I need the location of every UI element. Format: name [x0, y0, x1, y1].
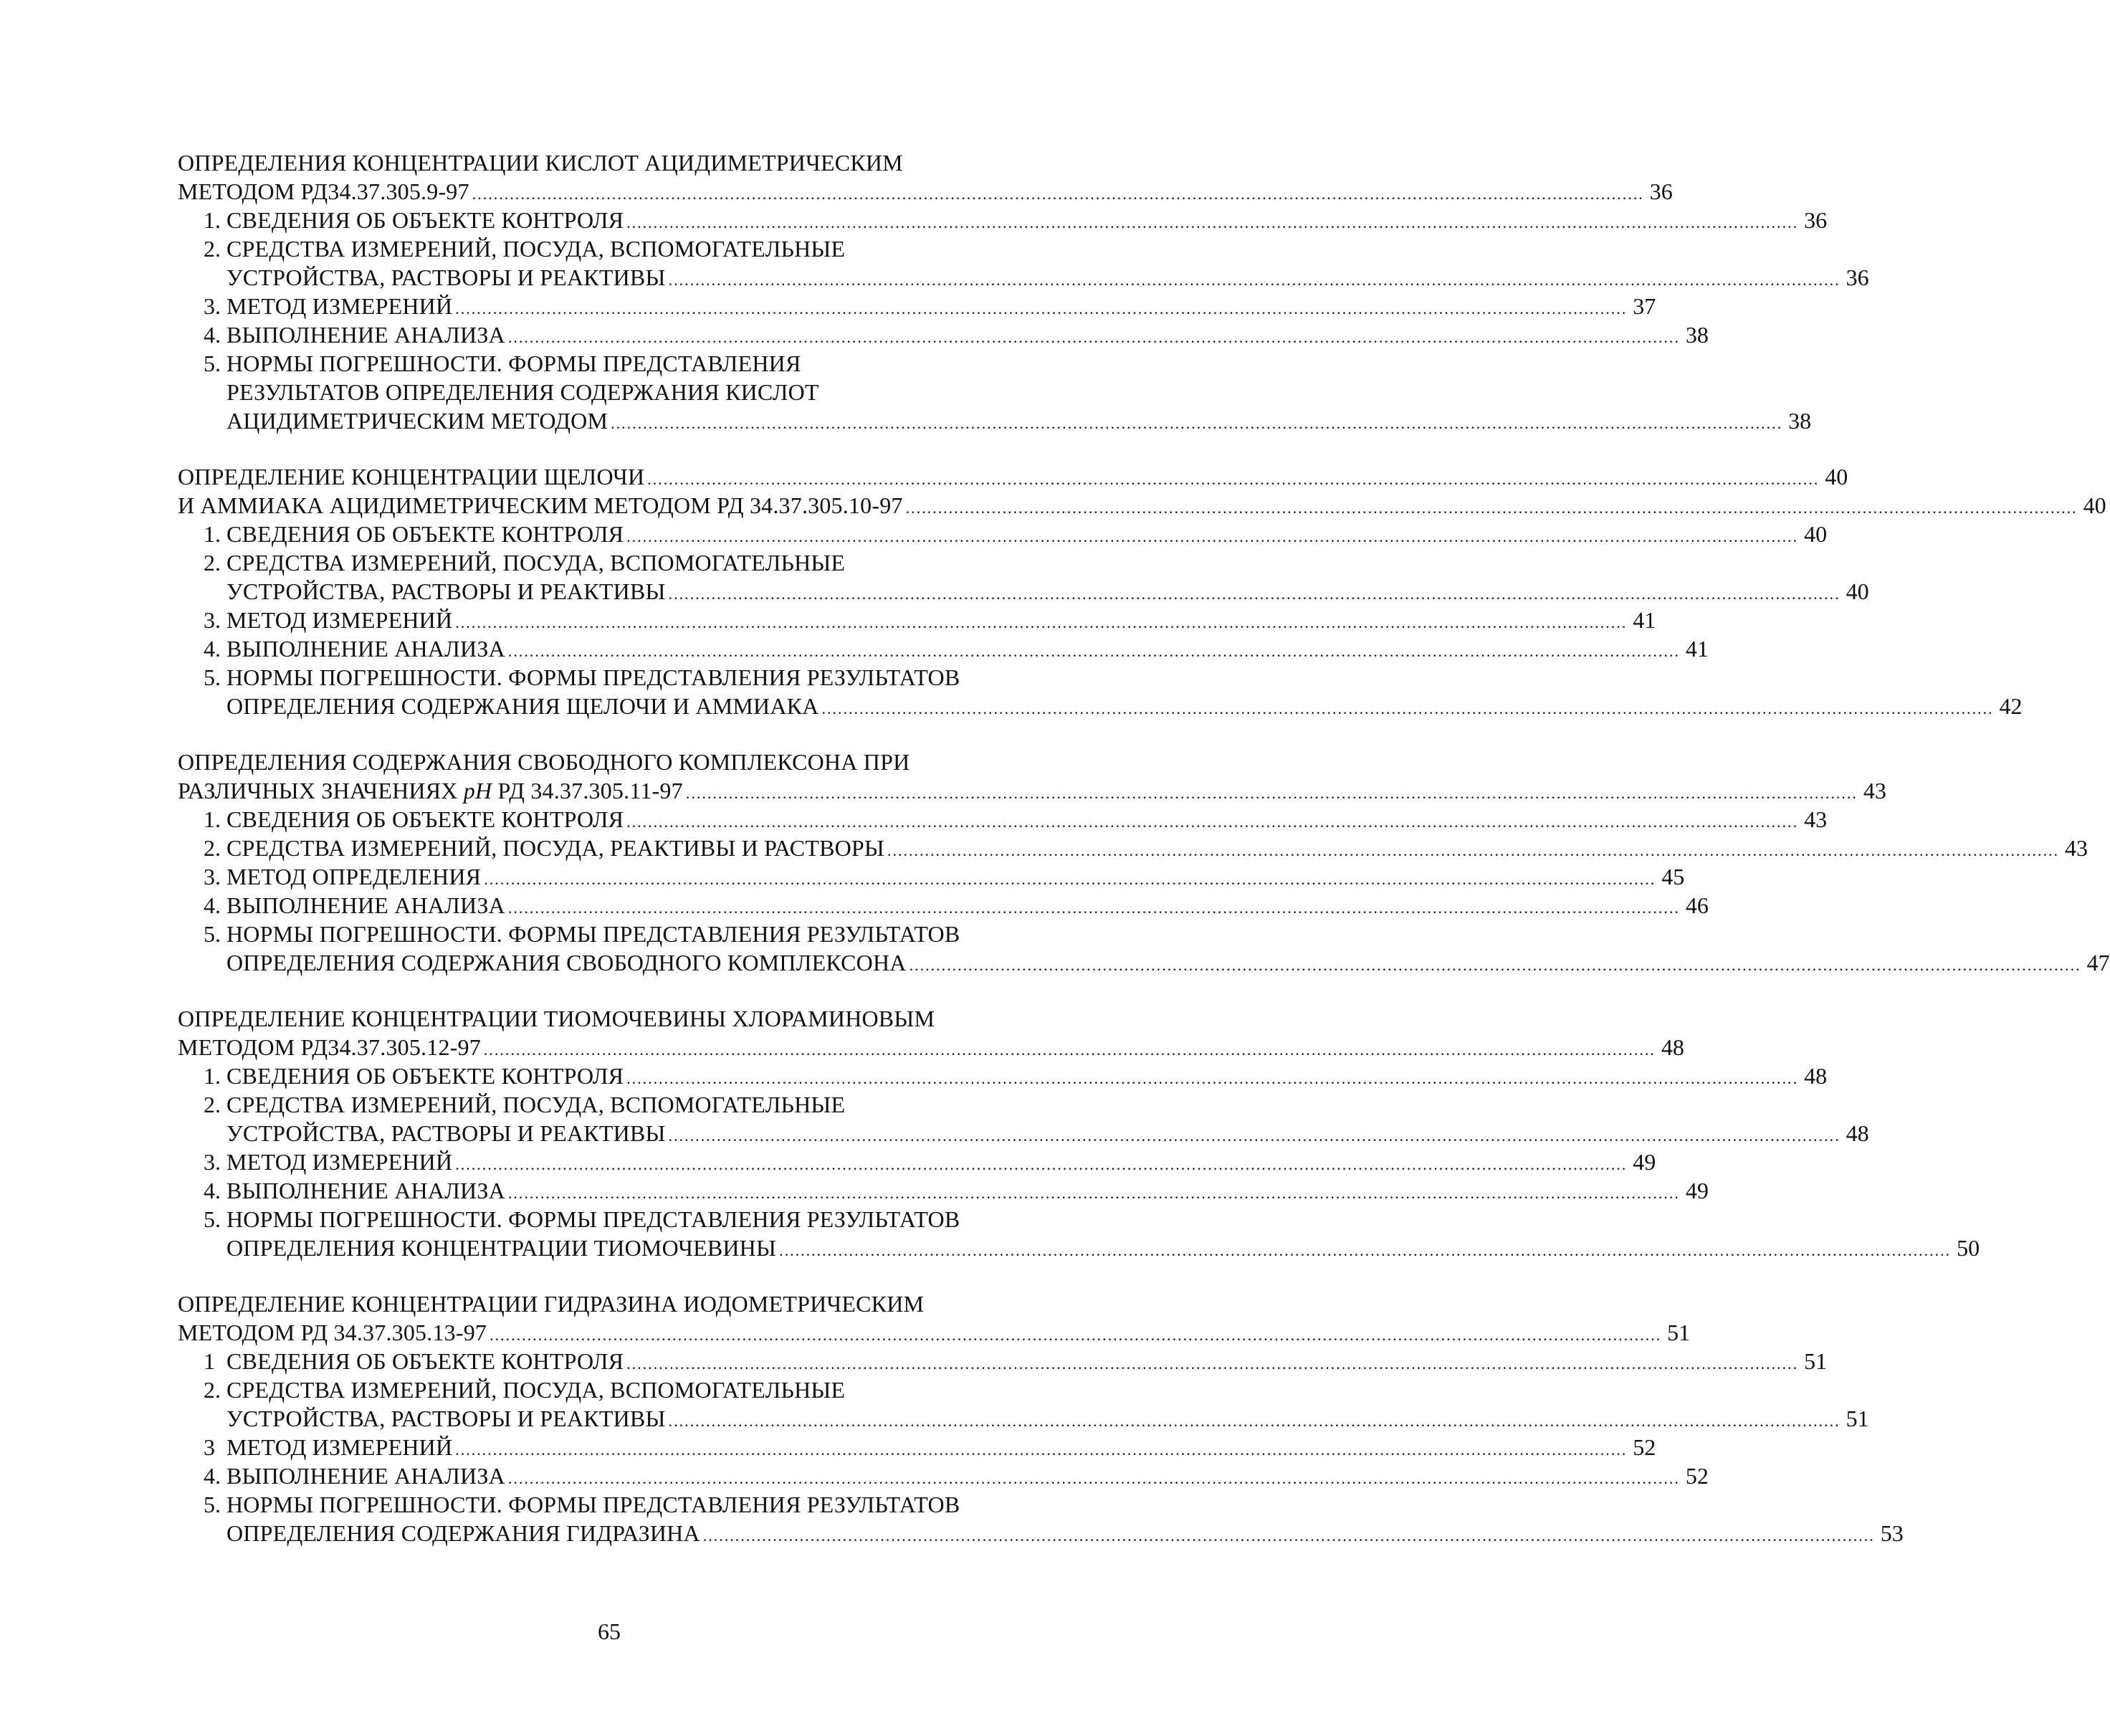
dot-leader — [779, 1236, 1951, 1265]
toc-entry-title-text: МЕТОДОМ РД 34.37.305.13-97 — [178, 1320, 487, 1345]
toc-entry[interactable] — [0, 1519, 1904, 1547]
toc-entry-number: 4. — [204, 322, 221, 348]
toc-page-number: 37 — [1633, 293, 1656, 319]
toc-entry-title — [226, 349, 801, 378]
dot-leader — [455, 609, 1627, 637]
toc-entry-title-text: НОРМЫ ПОГРЕШНОСТИ. ФОРМЫ ПРЕДСТАВЛЕНИЯ РЕЗУЛЬТАТОВ — [226, 664, 960, 690]
toc-entry[interactable] — [0, 520, 1828, 548]
toc-entry[interactable] — [0, 577, 1869, 606]
toc-entry-title-text: СРЕДСТВА ИЗМЕРЕНИЙ, ПОСУДА, ВСПОМОГАТЕЛЬНЫЕ — [226, 236, 846, 262]
dot-leader — [669, 1122, 1841, 1150]
toc-entry-title — [226, 406, 608, 435]
toc-entry-title-text: МЕТОД ИЗМЕРЕНИЙ — [226, 607, 453, 633]
toc-entry[interactable] — [0, 1234, 1980, 1262]
toc-entry-number: 1. — [204, 521, 221, 547]
toc-entry-number: 5. — [204, 664, 221, 690]
toc-entry-number: 2. — [204, 1377, 221, 1403]
toc-entry-title — [226, 1119, 666, 1148]
toc-heading-line[interactable] — [0, 148, 1218, 177]
toc-entry-title — [226, 606, 452, 634]
toc-entry-title-text: НОРМЫ ПОГРЕШНОСТИ. ФОРМЫ ПРЕДСТАВЛЕНИЯ РЕЗУЛЬТАТОВ — [226, 1492, 960, 1517]
toc-entry[interactable] — [0, 663, 1218, 692]
toc-entry-title-tail: РД 34.37.305.11-97 — [497, 778, 683, 803]
toc-entry-title — [226, 292, 452, 320]
page-number: 65 — [598, 1618, 621, 1644]
dot-leader — [472, 180, 1644, 209]
toc-entry[interactable] — [0, 634, 1709, 663]
toc-entry-title-text: МЕТОД ИЗМЕРЕНИЙ — [226, 1149, 453, 1175]
toc-entry-number: 2. — [204, 236, 221, 262]
toc-heading-line[interactable] — [0, 1033, 1684, 1062]
toc-entry-title — [226, 520, 624, 548]
toc-section — [0, 148, 1869, 435]
toc-entry-title — [226, 1461, 505, 1490]
dot-leader — [703, 1522, 1875, 1550]
toc-entry[interactable] — [0, 1062, 1828, 1090]
toc-entry-title — [178, 1004, 935, 1033]
dot-leader — [910, 951, 2081, 980]
toc-entry-title — [226, 1490, 960, 1519]
dot-leader — [669, 580, 1841, 609]
toc-entry-title-text: ВЫПОЛНЕНИЕ АНАЛИЗА — [226, 1178, 505, 1203]
toc-entry-title — [178, 462, 644, 491]
toc-page-number: 52 — [1633, 1434, 1656, 1460]
toc-page-number: 41 — [1633, 607, 1656, 633]
toc-entry-title — [226, 634, 505, 663]
toc-entry-number: 5. — [204, 1492, 221, 1517]
toc-page-number: 48 — [1846, 1120, 1869, 1146]
dot-leader — [626, 209, 1798, 237]
dot-leader — [484, 1036, 1656, 1064]
toc-page-number: 46 — [1685, 892, 1709, 918]
toc-entry-title-text: ОПРЕДЕЛЕНИЯ СОДЕРЖАНИЯ ГИДРАЗИНА — [226, 1520, 700, 1546]
toc-page-number: 40 — [1825, 464, 1848, 490]
toc-page-number: 53 — [1880, 1520, 1904, 1546]
toc-entry[interactable] — [0, 1490, 1218, 1519]
toc-entry-number: 2. — [204, 550, 221, 576]
toc-entry-title — [178, 177, 469, 206]
toc-heading-line[interactable] — [0, 491, 2106, 520]
toc-heading-line[interactable] — [0, 776, 1886, 805]
toc-entry[interactable] — [0, 1347, 1828, 1375]
toc-entry-title-italic: pH — [463, 778, 492, 803]
toc-page-number: 47 — [2086, 950, 2110, 976]
toc-entry-title-text: ОПРЕДЕЛЕНИЯ КОНЦЕНТРАЦИИ ТИОМОЧЕВИНЫ — [226, 1235, 777, 1261]
toc-section — [0, 748, 2110, 977]
toc-entry-title — [226, 862, 481, 891]
toc-entry[interactable] — [0, 1433, 1656, 1461]
toc-page-number: 41 — [1685, 636, 1709, 662]
toc-heading-line[interactable] — [0, 1289, 1218, 1318]
toc-page-number: 36 — [1846, 264, 1869, 290]
toc-entry-title-text: УСТРОЙСТВА, РАСТВОРЫ И РЕАКТИВЫ — [226, 1406, 666, 1431]
toc-entry-title — [178, 748, 910, 776]
toc-section — [0, 462, 2106, 720]
toc-entry-title-text: ВЫПОЛНЕНИЕ АНАЛИЗА — [226, 636, 505, 662]
toc-entry-title-text: МЕТОД ИЗМЕРЕНИЙ — [226, 293, 453, 319]
toc-entry-title — [226, 263, 666, 292]
toc-page-number: 40 — [1846, 578, 1869, 604]
toc-entry-title — [226, 834, 884, 862]
toc-page-number: 49 — [1685, 1178, 1709, 1203]
toc-entry[interactable] — [0, 548, 1218, 577]
toc-entry-title-text: СРЕДСТВА ИЗМЕРЕНИЙ, ПОСУДА, ВСПОМОГАТЕЛЬНЫЕ — [226, 550, 846, 576]
toc-entry-title-text: СРЕДСТВА ИЗМЕРЕНИЙ, ПОСУДА, ВСПОМОГАТЕЛЬНЫЕ — [226, 1377, 846, 1403]
dot-leader — [490, 1321, 1661, 1350]
dot-leader — [508, 323, 1680, 352]
toc-entry[interactable] — [0, 234, 1218, 263]
toc-entry[interactable] — [0, 1205, 1218, 1234]
dot-leader — [484, 865, 1656, 894]
toc-entry-title-text: МЕТОДОМ РД34.37.305.9-97 — [178, 178, 469, 204]
toc-entry-title-text: ВЫПОЛНЕНИЕ АНАЛИЗА — [226, 322, 505, 348]
toc-entry-title — [178, 1318, 487, 1347]
toc-entry-number: 3. — [204, 864, 221, 890]
toc-entry-title — [178, 491, 903, 520]
toc-page-number: 51 — [1667, 1320, 1691, 1345]
toc-entry-number: 5. — [204, 350, 221, 376]
toc-entry-title-text: ОПРЕДЕЛЕНИЯ СОДЕРЖАНИЯ СВОБОДНОГО КОМПЛЕКСОНА — [226, 950, 907, 976]
toc-heading-line[interactable] — [0, 1318, 1691, 1347]
toc-entry-title — [226, 1519, 700, 1547]
toc-entry-title-text: СРЕДСТВА ИЗМЕРЕНИЙ, ПОСУДА, ВСПОМОГАТЕЛЬНЫЕ — [226, 1092, 846, 1117]
dot-leader — [455, 1150, 1627, 1179]
toc-entry-title-text: УСТРОЙСТВА, РАСТВОРЫ И РЕАКТИВЫ — [226, 1120, 666, 1146]
toc-entry-number: 4. — [204, 636, 221, 662]
dot-leader — [626, 808, 1798, 836]
toc-entry-title — [226, 378, 819, 406]
toc-entry-title-text: СРЕДСТВА ИЗМЕРЕНИЙ, ПОСУДА, РЕАКТИВЫ И РАСТВОРЫ — [226, 835, 885, 861]
toc-entry-title — [178, 1289, 924, 1318]
toc-entry[interactable] — [0, 406, 1812, 435]
toc-entry-title-text: СВЕДЕНИЯ ОБ ОБЪЕКТЕ КОНТРОЛЯ — [226, 521, 624, 547]
toc-entry-title-text: ОПРЕДЕЛЕНИЕ КОНЦЕНТРАЦИИ ЩЕЛОЧИ — [178, 464, 645, 490]
toc-entry-title-text: НОРМЫ ПОГРЕШНОСТИ. ФОРМЫ ПРЕДСТАВЛЕНИЯ РЕЗУЛЬТАТОВ — [226, 921, 960, 947]
toc-entry-title-text: СВЕДЕНИЯ ОБ ОБЪЕКТЕ КОНТРОЛЯ — [226, 1348, 624, 1374]
toc-page-number: 48 — [1661, 1034, 1684, 1060]
toc-section — [0, 1289, 1904, 1547]
toc-entry-title-text: МЕТОД ИЗМЕРЕНИЙ — [226, 1434, 453, 1460]
toc-entry-title — [226, 805, 624, 834]
toc-entry-number: 1. — [204, 1063, 221, 1089]
toc-page-number: 52 — [1685, 1463, 1709, 1489]
toc-heading-line[interactable] — [0, 1004, 1218, 1033]
dot-leader — [508, 894, 1680, 922]
toc-entry-title-text: СВЕДЕНИЯ ОБ ОБЪЕКТЕ КОНТРОЛЯ — [226, 207, 624, 233]
dot-leader — [626, 1350, 1798, 1378]
toc-entry-number: 4. — [204, 1178, 221, 1203]
dot-leader — [669, 266, 1841, 295]
toc-entry-title-text: УСТРОЙСТВА, РАСТВОРЫ И РЕАКТИВЫ — [226, 264, 666, 290]
toc-entry-title-text: ОПРЕДЕЛЕНИЯ КОНЦЕНТРАЦИИ КИСЛОТ АЦИДИМЕТРИЧЕСКИМ — [178, 150, 903, 176]
toc-entry[interactable] — [0, 920, 1218, 948]
toc-entry-number: 3. — [204, 293, 221, 319]
toc-entry-number: 1 — [204, 1348, 215, 1374]
dot-leader — [906, 494, 2078, 523]
toc-entry-title-text: ОПРЕДЕЛЕНИЯ СОДЕРЖАНИЯ СВОБОДНОГО КОМПЛЕКСОНА ПРИ — [178, 749, 910, 775]
toc-entry[interactable] — [0, 349, 1218, 378]
toc-entry-title — [178, 1033, 481, 1062]
toc-entry[interactable] — [0, 263, 1869, 292]
toc-entry-number: 4. — [204, 892, 221, 918]
toc-entry[interactable] — [0, 948, 2110, 977]
toc-page-number: 50 — [1957, 1235, 1980, 1261]
toc-entry-title-text: НОРМЫ ПОГРЕШНОСТИ. ФОРМЫ ПРЕДСТАВЛЕНИЯ РЕЗУЛЬТАТОВ — [226, 1206, 960, 1232]
toc-entry-title — [226, 206, 624, 234]
toc-page-number: 36 — [1804, 207, 1828, 233]
toc-page-number: 40 — [1804, 521, 1828, 547]
toc-entry[interactable] — [0, 292, 1656, 320]
toc-entry[interactable] — [0, 1375, 1218, 1404]
toc-entry-title-text: АЦИДИМЕТРИЧЕСКИМ МЕТОДОМ — [226, 408, 608, 434]
toc-entry-title — [226, 577, 666, 606]
toc-heading-line[interactable] — [0, 462, 1848, 491]
dot-leader — [626, 1064, 1798, 1093]
toc-entry-title — [226, 1375, 845, 1404]
dot-leader — [669, 1407, 1841, 1436]
toc-entry-title-text: ВЫПОЛНЕНИЕ АНАЛИЗА — [226, 892, 505, 918]
dot-leader — [508, 637, 1680, 666]
toc-page-number: 36 — [1649, 178, 1673, 204]
toc-entry[interactable] — [0, 206, 1828, 234]
toc-entry[interactable] — [0, 320, 1709, 349]
toc-entry-title — [178, 776, 683, 805]
toc-entry-title — [226, 920, 960, 948]
toc-heading-line[interactable] — [0, 177, 1673, 206]
toc-entry-number: 3. — [204, 1149, 221, 1175]
toc-page-number: 45 — [1661, 864, 1685, 890]
toc-entry[interactable] — [0, 862, 1685, 891]
toc-entry-title — [226, 1433, 452, 1461]
toc-entry-title — [226, 1205, 960, 1234]
toc-entry[interactable] — [0, 692, 2023, 720]
toc-entry-number: 1. — [204, 806, 221, 832]
dot-leader — [455, 1436, 1627, 1464]
toc-entry-title — [226, 548, 845, 577]
toc-entry-title-text: МЕТОД ОПРЕДЕЛЕНИЯ — [226, 864, 482, 890]
toc-heading-line[interactable] — [0, 748, 1218, 776]
toc-page-number: 43 — [1863, 778, 1886, 803]
toc-entry[interactable] — [0, 834, 2088, 862]
dot-leader — [508, 1464, 1680, 1493]
toc-entry-title — [178, 148, 903, 177]
toc-entry-number: 5. — [204, 921, 221, 947]
toc-section — [0, 1004, 1980, 1262]
toc-page-number: 38 — [1788, 408, 1812, 434]
toc-entry-title-text: РАЗЛИЧНЫХ ЗНАЧЕНИЯХ — [178, 778, 458, 803]
toc-entry-title-text: МЕТОДОМ РД34.37.305.12-97 — [178, 1034, 481, 1060]
dot-leader — [647, 465, 1819, 494]
toc-entry-title — [226, 1148, 452, 1176]
toc-entry-title — [226, 1404, 666, 1433]
toc-entry-title-text: РЕЗУЛЬТАТОВ ОПРЕДЕЛЕНИЯ СОДЕРЖАНИЯ КИСЛОТ — [226, 379, 819, 405]
toc-page-number: 40 — [2083, 492, 2106, 518]
toc-entry-title-text: ОПРЕДЕЛЕНИЕ КОНЦЕНТРАЦИИ ГИДРАЗИНА ИОДОМЕТРИЧЕСКИМ — [178, 1291, 925, 1317]
toc-entry-title — [226, 1062, 624, 1090]
toc-entry-title-text: СВЕДЕНИЯ ОБ ОБЪЕКТЕ КОНТРОЛЯ — [226, 1063, 624, 1089]
toc-entry-title — [226, 692, 819, 720]
toc-entry-title-text: НОРМЫ ПОГРЕШНОСТИ. ФОРМЫ ПРЕДСТАВЛЕНИЯ — [226, 350, 801, 376]
toc-page-number: 51 — [1804, 1348, 1828, 1374]
toc-entry[interactable] — [0, 1090, 1218, 1119]
toc-entry[interactable] — [0, 606, 1656, 634]
toc-entry-title — [226, 1347, 624, 1375]
toc-entry-title — [226, 234, 845, 263]
toc-entry[interactable] — [0, 805, 1828, 834]
toc-entry-number: 5. — [204, 1206, 221, 1232]
toc-entry[interactable] — [0, 1461, 1709, 1490]
toc-entry[interactable] — [0, 1119, 1869, 1148]
toc-page-number: 51 — [1846, 1406, 1869, 1431]
toc-entry-title — [226, 320, 505, 349]
toc-page-number: 43 — [1804, 806, 1828, 832]
toc-entry-number: 2. — [204, 835, 221, 861]
dot-leader — [455, 295, 1627, 323]
toc-entry-title-text: СВЕДЕНИЯ ОБ ОБЪЕКТЕ КОНТРОЛЯ — [226, 806, 624, 832]
toc-page-number: 49 — [1633, 1149, 1656, 1175]
dot-leader — [822, 695, 1994, 723]
toc-page-number: 38 — [1685, 322, 1709, 348]
toc-page-number: 42 — [1999, 693, 2023, 719]
toc-page-number: 48 — [1804, 1063, 1828, 1089]
toc-entry[interactable] — [0, 1404, 1869, 1433]
toc-entry[interactable] — [0, 891, 1709, 920]
toc-entry-title-text: ВЫПОЛНЕНИЕ АНАЛИЗА — [226, 1463, 505, 1489]
toc-entry-title — [226, 948, 907, 977]
dot-leader — [887, 836, 2059, 865]
toc-entry-number: 1. — [204, 207, 221, 233]
table-of-contents — [0, 148, 2110, 1575]
toc-entry-number: 2. — [204, 1092, 221, 1117]
toc-entry-title-text: ОПРЕДЕЛЕНИЯ СОДЕРЖАНИЯ ЩЕЛОЧИ И АММИАКА — [226, 693, 819, 719]
toc-entry[interactable] — [0, 378, 1218, 406]
toc-entry[interactable] — [0, 1148, 1656, 1176]
toc-entry-title — [226, 891, 505, 920]
toc-entry-title — [226, 1090, 845, 1119]
toc-entry-number: 3 — [204, 1434, 215, 1460]
dot-leader — [626, 523, 1798, 551]
toc-entry-number: 4. — [204, 1463, 221, 1489]
toc-entry-title-text: ОПРЕДЕЛЕНИЕ КОНЦЕНТРАЦИИ ТИОМОЧЕВИНЫ ХЛОРАМИНОВЫМ — [178, 1006, 935, 1031]
dot-leader — [508, 1179, 1680, 1208]
toc-page-number: 43 — [2065, 835, 2088, 861]
toc-entry-title-text: УСТРОЙСТВА, РАСТВОРЫ И РЕАКТИВЫ — [226, 578, 666, 604]
toc-entry-title — [226, 1234, 776, 1262]
dot-leader — [611, 409, 1782, 438]
dot-leader — [686, 779, 1858, 808]
toc-entry-number: 3. — [204, 607, 221, 633]
toc-entry-title — [226, 663, 960, 692]
toc-entry[interactable] — [0, 1176, 1709, 1205]
toc-entry-title-text: И АММИАКА АЦИДИМЕТРИЧЕСКИМ МЕТОДОМ РД 34.37.305.10-97 — [178, 492, 903, 518]
toc-entry-title — [226, 1176, 505, 1205]
